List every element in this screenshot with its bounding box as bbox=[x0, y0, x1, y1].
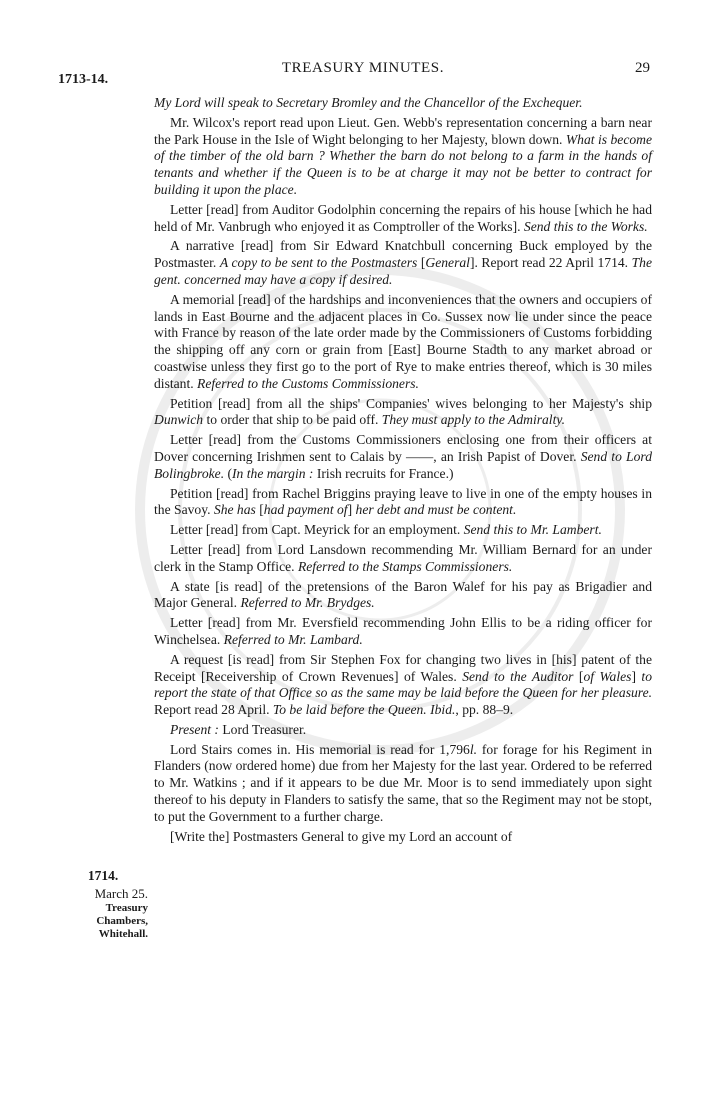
italic-run: Send this to Mr. Lambert. bbox=[463, 522, 602, 538]
margin-place-2: Chambers, bbox=[96, 915, 148, 927]
italic-run: Referred to Mr. Lambard. bbox=[223, 631, 363, 647]
text-run: A request [is read] from Sir Stephen Fox for changing two lives in [his] patent of the Receipt [Receivership of Crown Revenues] of Wales. bbox=[154, 651, 652, 684]
minute-paragraph bbox=[154, 95, 652, 112]
page-number: 29 bbox=[635, 60, 650, 76]
italic-run: A copy to be sent to the Postmasters bbox=[219, 255, 418, 271]
italic-run: Referred to the Stamps Commissioners. bbox=[297, 558, 513, 574]
text-run: Lord Stairs comes in. His memorial is read for 1,796 bbox=[170, 741, 470, 757]
italic-run: l. bbox=[469, 741, 478, 757]
italic-run: had payment of bbox=[263, 502, 348, 518]
minutes-body bbox=[154, 95, 652, 848]
italic-run: General bbox=[425, 255, 470, 271]
text-run: [ bbox=[417, 255, 426, 271]
minute-paragraph bbox=[154, 722, 652, 739]
margin-place-3: Whitehall. bbox=[98, 928, 148, 940]
minute-paragraph bbox=[154, 829, 652, 846]
text-run: [ bbox=[573, 668, 584, 684]
margin-note bbox=[58, 869, 148, 941]
minute-paragraph bbox=[154, 486, 652, 520]
text-run: ] bbox=[347, 502, 356, 518]
text-run: Report read 28 April. bbox=[154, 702, 273, 718]
minute-paragraph bbox=[154, 396, 652, 430]
margin-place-1: Treasury bbox=[105, 902, 148, 914]
minute-paragraph bbox=[154, 542, 652, 576]
text-run: [ bbox=[255, 502, 264, 518]
text-run: [Write the] Postmasters General to give my Lord an account of bbox=[170, 828, 513, 844]
italic-run: In the margin : bbox=[232, 465, 314, 481]
italic-run: My Lord will speak to Secretary Bromley and the Chancellor of the Exchequer. bbox=[154, 95, 583, 110]
text-run: Petition [read] from Rachel Briggins praying leave to live in one of the empty houses in the Savoy. bbox=[154, 485, 652, 518]
text-run: A state [is read] of the pretensions of the Baron Walef for his pay as Brigadier and Major General. bbox=[154, 578, 652, 611]
text-run: for forage for his Regiment in Flanders (now ordered home) due from her Majesty for the last year. Ordered to be referred to Mr. Watkins ; and if it appears to be due Mr. Moor is to send immediately upon sight thereof to his deputy in Flanders to satisfy the same, that so the Regiment may not be stopt, to put the Government to a further charge. bbox=[154, 741, 652, 824]
minute-paragraph bbox=[154, 115, 652, 199]
text-run: Irish recruits for France.) bbox=[313, 465, 454, 481]
italic-run: her debt and must be content. bbox=[355, 502, 517, 518]
italic-run: Present : bbox=[170, 721, 219, 737]
text-run: Letter [read] from Mr. Eversfield recommending John Ellis to be a riding officer for Winchelsea. bbox=[154, 615, 652, 647]
page-title: TREASURY MINUTES. bbox=[281, 60, 445, 76]
text-run: ]. Report read 22 April 1714. bbox=[469, 255, 632, 271]
margin-date: March 25. bbox=[94, 886, 148, 901]
italic-run: Referred to the Customs Commissioners. bbox=[197, 375, 419, 391]
text-run: A narrative [read] from Sir Edward Knatchbull concerning Buck employed by the Postmaster. bbox=[154, 238, 652, 271]
running-head bbox=[0, 60, 726, 87]
text-run: to order that ship to be paid off. bbox=[203, 412, 382, 428]
italic-run: They must apply to the Admiralty. bbox=[381, 412, 566, 428]
minute-paragraph bbox=[154, 522, 652, 539]
italic-run: to report the state of that Office so as the same may be laid before the Queen for her pleasure. bbox=[154, 668, 652, 701]
minute-paragraph bbox=[154, 202, 652, 236]
minute-paragraph bbox=[154, 579, 652, 613]
text-run: ] bbox=[631, 668, 642, 684]
text-run: Mr. Wilcox's report read upon Lieut. Gen. Webb's representation concerning a barn near the Park House in the Isle of Wight belonging to her Majesty, blown down. bbox=[154, 114, 652, 147]
italic-run: Send to Lord Bolingbroke. bbox=[154, 448, 653, 481]
text-run: Letter [read] from Capt. Meyrick for an employment. bbox=[170, 522, 464, 538]
italic-run: Send this to the Works. bbox=[523, 218, 648, 234]
text-run: Letter [read] from Lord Lansdown recommending Mr. William Bernard for an under clerk in the Stamp Office. bbox=[154, 541, 652, 574]
italic-run: Referred to Mr. Brydges. bbox=[240, 595, 375, 611]
italic-run: The gent. concerned may have a copy if desired. bbox=[154, 255, 653, 287]
text-run: Lord Treasurer. bbox=[218, 721, 307, 737]
text-run: , pp. 88–9. bbox=[455, 702, 514, 718]
text-run: Letter [read] from the Customs Commissioners enclosing one from their officers at Dover concerning Irishmen sent to Calais by ——, an Irish Papist of Dover. bbox=[154, 432, 652, 464]
italic-run: Send to the Auditor bbox=[462, 668, 574, 684]
italic-run: of Wales bbox=[583, 668, 632, 684]
italic-run: Dunwich bbox=[154, 412, 204, 428]
text-run: ( bbox=[224, 465, 233, 481]
minute-paragraph bbox=[154, 742, 652, 826]
text-run: Petition [read] from all the ships' Companies' wives belonging to her Majesty's ship bbox=[170, 395, 652, 411]
text-run: A memorial [read] of the hardships and inconveniences that the owners and occupiers of lands in East Bourne and the adjacent places in Co. Sussex now lie under since the peace with France by reason of the late order made by the Commissioners of Customs forbidding the shipping off any corn or grain from [East] Bourne Stadth to any market abroad or coastwise unless they first go to the port of Rye to make entries thereof, which is 30 miles distant. bbox=[154, 291, 652, 391]
italic-run: She has bbox=[213, 502, 256, 518]
text-run: Letter [read] from Auditor Godolphin concerning the repairs of his house [which he had held of Mr. Vanbrugh who enjoyed it as Comptroller of the Works]. bbox=[154, 201, 652, 234]
italic-run: What is become of the timber of the old barn ? Whether the barn do not belong to a farm in the hands of tenants and whether if the Queen is to be at charge it may not be better to contract for building it upon the place. bbox=[154, 131, 652, 197]
year-range: 1713-14. bbox=[58, 72, 109, 87]
minute-paragraph bbox=[154, 432, 652, 482]
minute-paragraph bbox=[154, 292, 652, 393]
minute-paragraph bbox=[154, 238, 652, 288]
minute-paragraph bbox=[154, 615, 652, 649]
italic-run: To be laid before the Queen. Ibid. bbox=[272, 702, 456, 718]
minute-paragraph bbox=[154, 652, 652, 719]
margin-year: 1714. bbox=[87, 868, 119, 883]
